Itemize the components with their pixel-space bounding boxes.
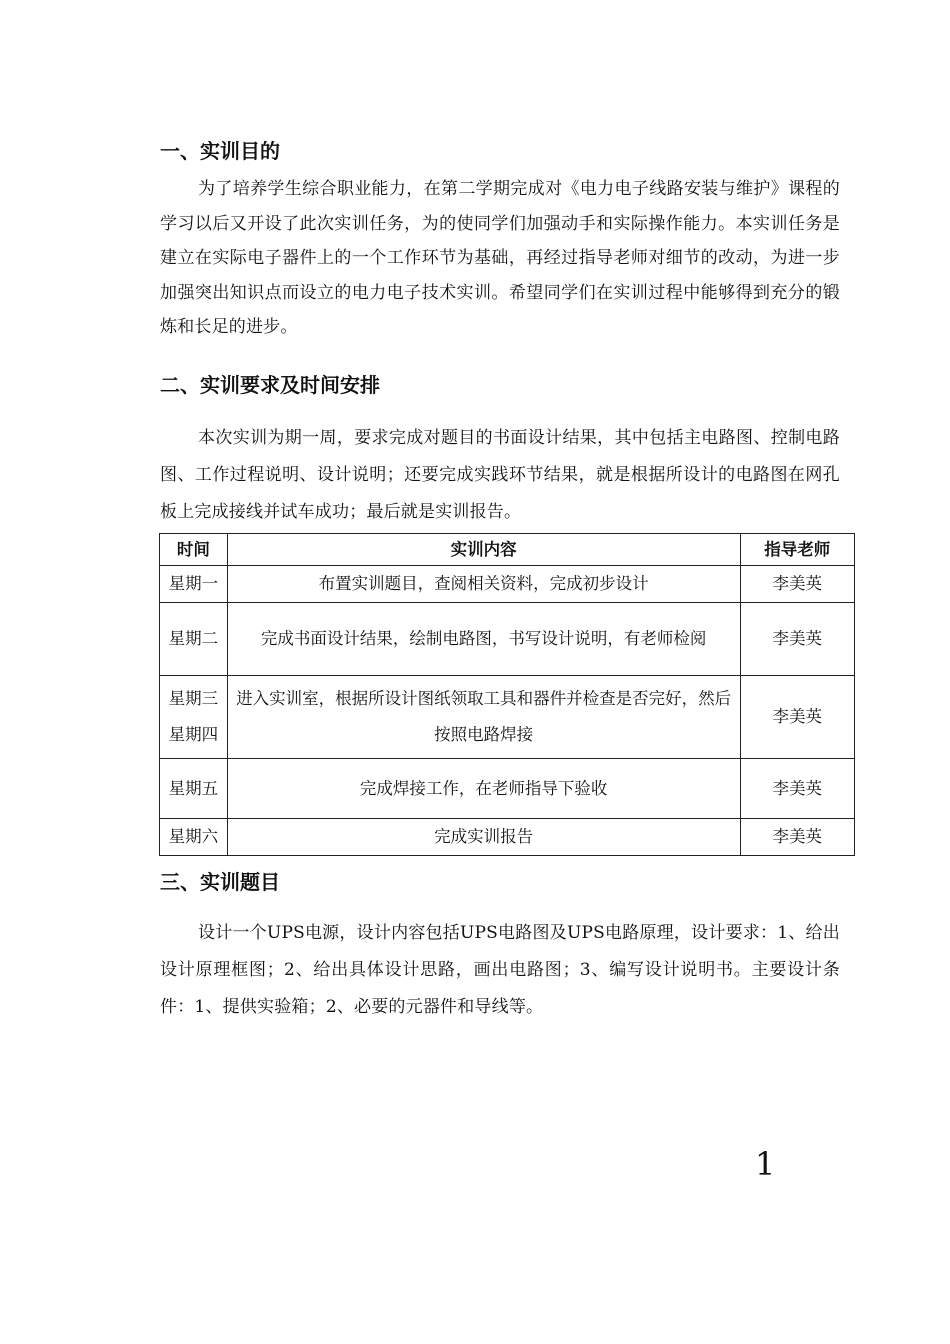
cell-content: 完成焊接工作，在老师指导下验收 xyxy=(227,759,740,819)
cell-day: 星期五 xyxy=(160,759,228,819)
cell-teacher: 李美英 xyxy=(740,819,854,856)
cell-teacher: 李美英 xyxy=(740,759,854,819)
cell-day-line-1: 星期三 xyxy=(168,689,219,708)
table-row xyxy=(160,676,855,759)
cell-day: 星期二 xyxy=(160,603,228,676)
cell-content: 布置实训题目，查阅相关资料，完成初步设计 xyxy=(227,566,740,603)
table-row xyxy=(160,759,855,819)
cell-teacher: 李美英 xyxy=(740,566,854,603)
section-body-purpose: 为了培养学生综合职业能力，在第二学期完成对《电力电子线路安装与维护》课程的学习以后又开设了此次实训任务，为的使同学们加强动手和实际操作能力。本实训任务是建立在实际电子器件上的一个工作环节为基础，再经过指导老师对细节的改动，为进一步加强突出知识点而设立的电力电子技术实训。希望同学们在实训过程中能够得到充分的锻炼和长足的进步。 xyxy=(160,179,840,337)
section-heading-requirements: 二、实训要求及时间安排 xyxy=(160,373,380,397)
cell-teacher: 李美英 xyxy=(740,676,854,759)
table-row xyxy=(160,819,855,856)
table-header-row xyxy=(160,534,855,566)
cell-day: 星期六 xyxy=(160,819,228,856)
table-row xyxy=(160,603,855,676)
section-heading-topic: 三、实训题目 xyxy=(160,870,280,894)
cell-day-line-2: 星期四 xyxy=(168,725,219,744)
cell-day: 星期一 xyxy=(160,566,228,603)
cell-content: 完成书面设计结果，绘制电路图，书写设计说明，有老师检阅 xyxy=(227,603,740,676)
section-heading-purpose: 一、实训目的 xyxy=(160,139,280,163)
cell-teacher: 李美英 xyxy=(740,603,854,676)
section-body-requirements: 本次实训为期一周，要求完成对题目的书面设计结果，其中包括主电路图、控制电路图、工作过程说明、设计说明；还要完成实践环节结果，就是根据所设计的电路图在网孔板上完成接线并试车成功；最后就是实训报告。 xyxy=(160,428,840,522)
header-time: 时间 xyxy=(160,534,228,566)
schedule-table xyxy=(159,533,855,856)
header-content: 实训内容 xyxy=(227,534,740,566)
cell-content: 进入实训室，根据所设计图纸领取工具和器件并检查是否完好，然后按照电路焊接 xyxy=(227,676,740,759)
cell-content: 完成实训报告 xyxy=(227,819,740,856)
section-body-topic: 设计一个UPS电源，设计内容包括UPS电路图及UPS电路原理，设计要求：1、给出设计原理框图；2、给出具体设计思路，画出电路图；3、编写设计说明书。主要设计条件：1、提供实验箱；2、必要的元器件和导线等。 xyxy=(160,923,840,1017)
table-row xyxy=(160,566,855,603)
header-teacher: 指导老师 xyxy=(740,534,854,566)
page-number: 1 xyxy=(755,1145,776,1183)
cell-day xyxy=(160,676,228,759)
